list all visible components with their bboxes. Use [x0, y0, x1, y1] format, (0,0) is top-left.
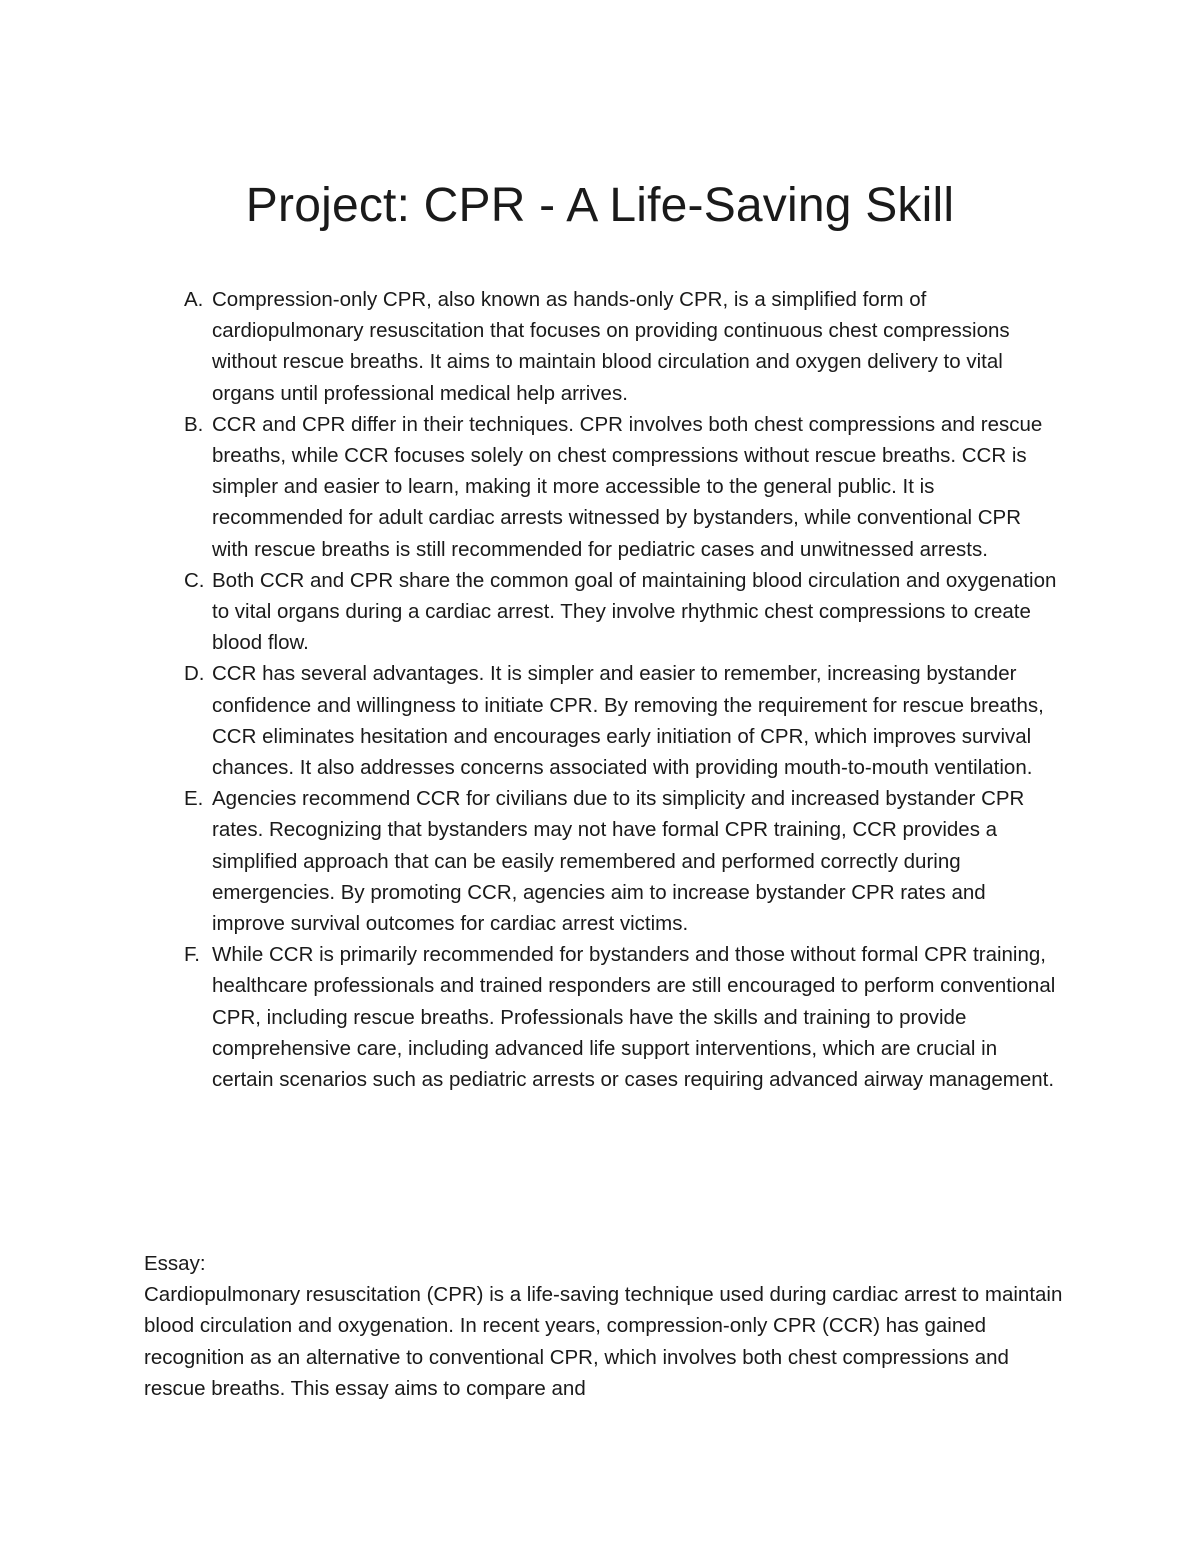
page-title: Project: CPR - A Life-Saving Skill: [245, 179, 955, 232]
list-item: [144, 658, 1059, 783]
essay-section: [144, 1248, 1064, 1404]
list-marker-label: B.: [184, 412, 204, 436]
list-marker: [144, 565, 212, 596]
list-item: [144, 783, 1059, 939]
list-item: [144, 565, 1059, 659]
list-marker-label: F.: [184, 943, 200, 967]
list-marker: [144, 284, 212, 315]
essay-label: Essay:: [144, 1252, 206, 1275]
list-item-text: CCR has several advantages. It is simpler and easier to remember, increasing bystander confidence and willingness to initiate CPR. By removing the requirement for rescue breaths, CCR eliminates hesitation and encourages early initiation of CPR, which improves survival chances. It also addresses concerns associated with providing mouth-to-mouth ventilation.: [212, 662, 1044, 780]
list-marker-label: A.: [184, 288, 204, 311]
list-marker: [144, 658, 212, 689]
list-item-text: CCR and CPR differ in their techniques. CPR involves both chest compressions and rescue breaths, while CCR focuses solely on chest compressions without rescue breaths. CCR is simpler and easier to learn, making it more accessible to the general public. It is recommended for adult cardiac arrests witnessed by bystanders, while conventional CPR with rescue breaths is still recommended for pediatric cases and unwitnessed arrests.: [212, 412, 1043, 561]
list-marker-label: E.: [184, 787, 204, 811]
answer-list: [144, 284, 1059, 1095]
list-item-text: Agencies recommend CCR for civilians due to its simplicity and increased bystander CPR rates. Recognizing that bystanders may not have formal CPR training, CCR provides a simplified approach that can be easily remembered and performed correctly during emergencies. By promoting CCR, agencies aim to increase bystander CPR rates and improve survival outcomes for cardiac arrest victims.: [212, 787, 1025, 936]
essay-paragraph: Cardiopulmonary resuscitation (CPR) is a life-saving technique used during cardiac arrest to maintain blood circulation and oxygenation. In recent years, compression-only CPR (CCR) has gained recognition as an alternative to conventional CPR, which involves both chest compressions and rescue breaths. This essay aims to compare and: [144, 1283, 1063, 1400]
list-marker: [144, 939, 212, 970]
list-item-text: Both CCR and CPR share the common goal of maintaining blood circulation and oxygenation to vital organs during a cardiac arrest. They involve rhythmic chest compressions to create blood flow.: [212, 568, 1057, 655]
list-item: [144, 409, 1059, 565]
list-item-text: Compression-only CPR, also known as hands-only CPR, is a simplified form of cardiopulmonary resuscitation that focuses on providing continuous chest compressions without rescue breaths. It aims to maintain blood circulation and oxygen delivery to vital organs until professional medical help arrives.: [212, 288, 1010, 405]
list-marker-label: C.: [184, 568, 205, 592]
list-marker-label: D.: [184, 662, 205, 686]
list-item: [144, 284, 1059, 409]
list-marker: [144, 409, 212, 440]
list-item: [144, 939, 1059, 1095]
list-marker: [144, 783, 212, 814]
list-item-text: While CCR is primarily recommended for bystanders and those without formal CPR training, healthcare professionals and trained responders are still encouraged to perform conventional CPR, including rescue breaths. Professionals have the skills and training to provide comprehensive care, including advanced life support interventions, which are crucial in certain scenarios such as pediatric arrests or cases requiring advanced airway management.: [212, 943, 1056, 1092]
